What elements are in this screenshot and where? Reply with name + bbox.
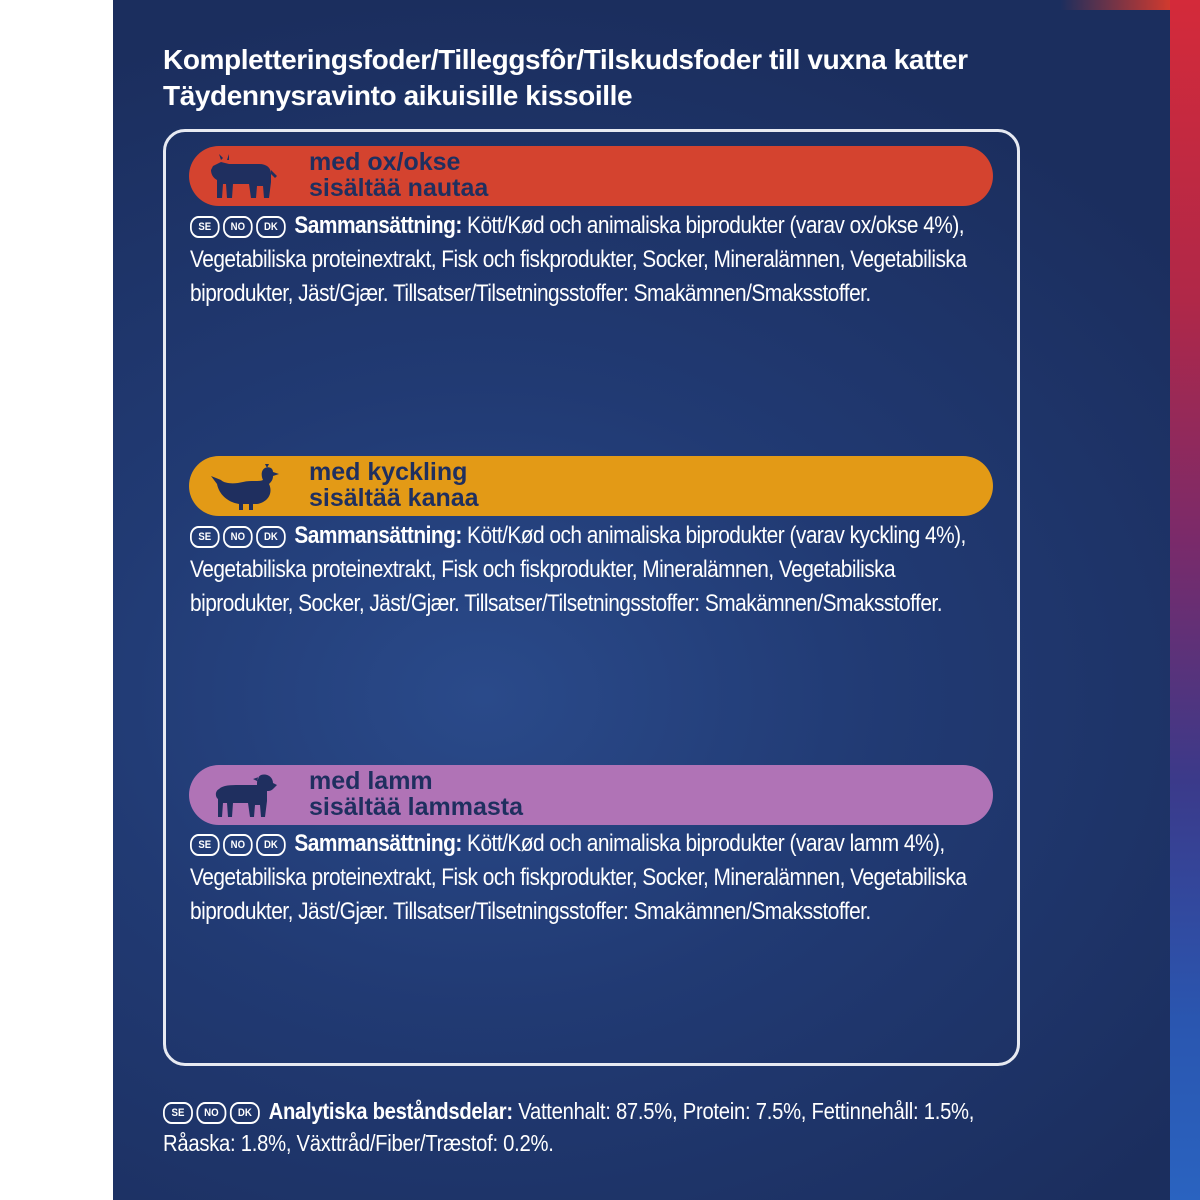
composition-chicken [190,519,990,621]
variant-title: med ox/okse [309,148,461,176]
variant-subtitle: sisältää nautaa [309,174,489,202]
composition-label: Sammansättning: [294,522,462,549]
chicken-icon [207,462,283,512]
flag-dk: DK [256,526,286,548]
flag-se: SE [163,1102,193,1124]
analytic-text: Vattenhalt: 87.5%, Protein: 7.5%, Fettinnehåll: 1.5%, Råaska: 1.8%, Växttråd/Fiber/Træstof: 0.2%. [163,1098,975,1156]
variant-subtitle: sisältää lammasta [309,793,524,821]
flag-dk: DK [230,1102,260,1124]
heading-finnish: Täydennysravinto aikuisille kissoille [163,80,633,111]
variant-title: med lamm [309,767,433,795]
analytic-label: Analytiska beståndsdelar: [268,1098,513,1124]
analytic-constituents [163,1095,1043,1159]
edge-gradient-strip [1170,0,1200,1200]
composition-label: Sammansättning: [294,830,462,857]
flag-dk: DK [256,834,286,856]
flag-no: NO [223,216,253,238]
flag-se: SE [190,834,220,856]
variant-band-beef [189,146,993,206]
composition-text: Kött/Kød och animaliska biprodukter (varav ox/okse 4%), Vegetabiliska proteinextrakt, Fisk och fiskprodukter, Socker, Mineralämnen, Vegetabiliska biprodukter, Jäst/Gjær. Tillsatser/Tilsetningsstoffer: Smakämnen/Smaksstoffer. [190,212,967,307]
country-flags [163,1095,263,1127]
flag-se: SE [190,216,220,238]
country-flags [190,827,289,861]
corner-accent [1060,0,1170,10]
composition-lamb [190,827,990,929]
variant-subtitle: sisältää kanaa [309,484,479,512]
flag-no: NO [223,834,253,856]
flag-se: SE [190,526,220,548]
flag-no: NO [223,526,253,548]
heading-swedish: Kompletteringsfoder/Tilleggsfôr/Tilskudsfoder till vuxna katter [163,44,968,75]
composition-beef [190,209,990,311]
variant-band-lamb [189,765,993,825]
composition-text: Kött/Kød och animaliska biprodukter (varav kyckling 4%), Vegetabiliska proteinextrakt, Fisk och fiskprodukter, Mineralämnen, Vegetabiliska biprodukter, Socker, Jäst/Gjær. Tillsatser/Tilsetningsstoffer: Smakämnen/Smaksstoffer. [190,522,966,617]
country-flags [190,209,289,243]
flag-no: NO [196,1102,226,1124]
variant-band-chicken [189,456,993,516]
country-flags [190,519,289,553]
cow-icon [207,152,283,202]
flag-dk: DK [256,216,286,238]
composition-label: Sammansättning: [294,212,462,239]
variant-title: med kyckling [309,458,468,486]
lamb-icon [207,771,283,821]
composition-text: Kött/Kød och animaliska biprodukter (varav lamm 4%), Vegetabiliska proteinextrakt, Fisk och fiskprodukter, Socker, Mineralämnen, Vegetabiliska biprodukter, Jäst/Gjær. Tillsatser/Tilsetningsstoffer: Smakämnen/Smaksstoffer. [190,830,967,925]
